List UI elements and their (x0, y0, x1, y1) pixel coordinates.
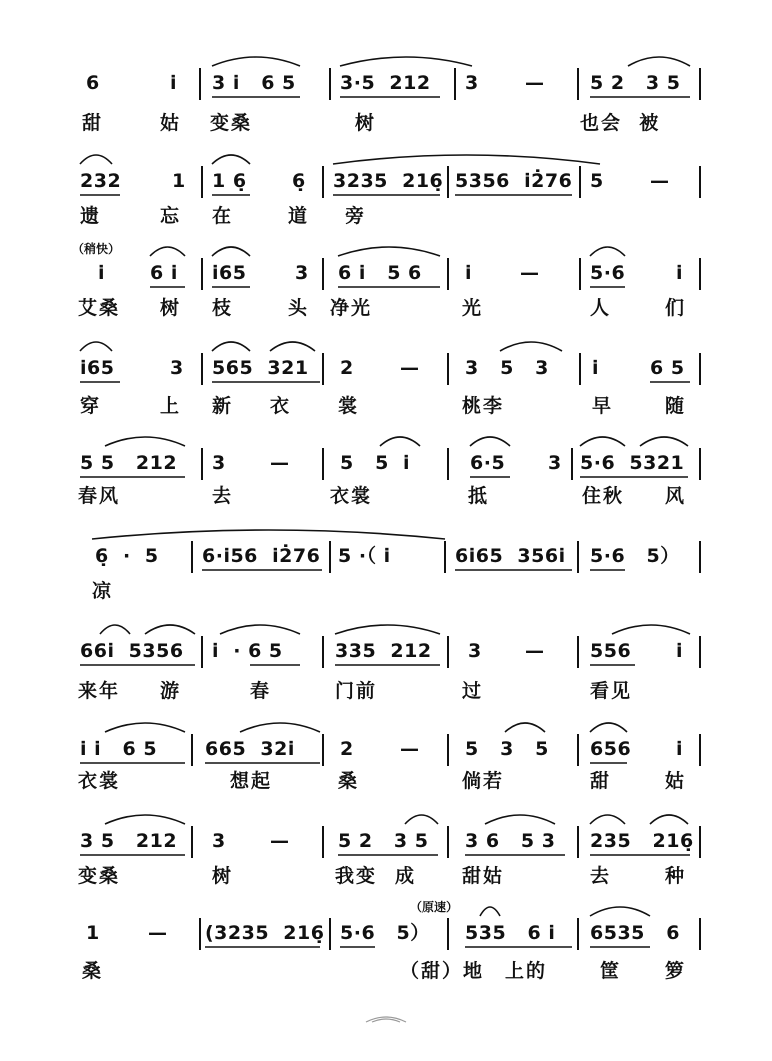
slur-mark (220, 625, 300, 634)
jianpu-notes: 335 212 (335, 640, 432, 662)
lyric-text: 衣裳 (78, 770, 121, 792)
jianpu-notes: 3 (465, 72, 479, 94)
jianpu-notes: 3 (468, 640, 482, 662)
jianpu-notes: — (650, 170, 670, 192)
page-ornament-icon (366, 1017, 406, 1022)
slur-mark (470, 437, 510, 446)
slur-mark (212, 155, 250, 164)
lyric-text: 门前 (335, 680, 378, 702)
lyric-text: 住秋 (582, 485, 625, 507)
tempo-marking: （原速） (410, 900, 459, 914)
jianpu-notes: 5·6 5） (590, 545, 680, 567)
jianpu-notes: 5 5 212 (80, 452, 178, 474)
jianpu-notes: i̇ i̇ 6 5 (80, 738, 158, 760)
slur-mark (105, 815, 185, 824)
jianpu-notes: 3 5 3 (465, 357, 549, 379)
lyric-text: 抵 (468, 485, 490, 507)
jianpu-notes: i̇ (676, 640, 684, 662)
jianpu-notes: 6·i̇56 i̇2̇76 (202, 545, 321, 567)
slur-mark (405, 815, 438, 824)
jianpu-notes: — (148, 922, 168, 944)
jianpu-notes: 3 (548, 452, 562, 474)
slur-mark (105, 437, 185, 446)
jianpu-notes: 3 (212, 452, 226, 474)
jianpu-notes: 6 (86, 72, 100, 94)
lyric-text: 甜 (82, 112, 104, 134)
lyric-text: 枝 (212, 297, 234, 319)
lyric-text: 在 (212, 205, 234, 227)
lyric-text: 们 (665, 297, 687, 319)
jianpu-notes: 535 6 i̇ (465, 922, 556, 944)
lyric-text: 穿 (80, 395, 102, 417)
jianpu-notes: 3·5 212 (340, 72, 431, 94)
jianpu-notes: 6535 6 (590, 922, 680, 944)
slur-mark (80, 342, 112, 351)
slur-mark (240, 723, 320, 732)
jianpu-notes: 5 5 i̇ (340, 452, 411, 474)
jianpu-notes: — (525, 72, 545, 94)
lyric-text: 成 (395, 865, 417, 887)
lyric-text: 上的 (505, 960, 548, 982)
lyric-text: 筐 (600, 960, 622, 982)
jianpu-notes: 6 5 (650, 357, 685, 379)
lyric-text: 树 (160, 297, 182, 319)
lyric-text: 看见 (590, 680, 633, 702)
slur-mark (590, 247, 625, 256)
jianpu-notes: 6̣ (292, 170, 306, 192)
jianpu-notes: i̇65 (212, 262, 247, 284)
slur-mark (92, 530, 445, 539)
slur-mark (145, 625, 195, 634)
slur-mark (270, 342, 315, 351)
jianpu-notes: i̇ (676, 262, 684, 284)
jianpu-notes: 3 (170, 357, 184, 379)
jianpu-notes: — (400, 738, 420, 760)
jianpu-notes: — (270, 830, 290, 852)
slur-mark (485, 815, 555, 824)
lyric-text: 变桑 (210, 112, 253, 134)
slur-mark (650, 815, 688, 824)
lyric-text: 来年 (78, 680, 121, 702)
lyric-text: 风 (665, 485, 687, 507)
jianpu-notes: i̇ (592, 357, 600, 379)
lyric-text: 也会 被 (580, 112, 661, 134)
jianpu-notes: 1 (172, 170, 186, 192)
jianpu-notes: i̇ (676, 738, 684, 760)
jianpu-notes: 3235 216̣ (333, 170, 444, 192)
slur-mark (335, 625, 440, 634)
slur-mark (105, 723, 185, 732)
jianpu-notes: 5356 i̇2̇76 (455, 170, 573, 192)
slur-mark (212, 57, 300, 66)
jianpu-notes: 665 32i̇ (205, 738, 295, 760)
slur-mark (380, 437, 420, 446)
slur-mark (505, 723, 545, 732)
jianpu-notes: 5 2 3 5 (590, 72, 681, 94)
lyric-text: 道 (288, 205, 310, 227)
slur-mark (590, 815, 625, 824)
lyric-text: 忘 (160, 205, 182, 227)
lyric-text: 人 (590, 297, 612, 319)
lyric-text: 想起 (230, 770, 273, 792)
jianpu-notes: — (270, 452, 290, 474)
lyric-text: 旁 (345, 205, 367, 227)
lyric-text: 光 (462, 297, 484, 319)
jianpu-notes: 6 i̇ (150, 262, 178, 284)
slur-mark (640, 437, 688, 446)
lyric-text: 净光 (330, 297, 373, 319)
slur-mark (500, 342, 562, 351)
jianpu-notes: 1 6̣ (212, 170, 247, 192)
lyric-text: 变桑 (78, 865, 121, 887)
jianpu-notes: (3235 216̣ (205, 922, 325, 944)
jianpu-notes: 5 ·（ i̇ (338, 545, 391, 567)
jianpu-notes: — (525, 640, 545, 662)
lyric-text: 裳 (338, 395, 360, 417)
jianpu-notes: 2 (340, 357, 354, 379)
jianpu-notes: 5 3 5 (465, 738, 549, 760)
slur-mark (580, 437, 625, 446)
slur-mark (628, 57, 690, 66)
lyric-text: 随 (665, 395, 687, 417)
jianpu-notes: 5·6 5） (340, 922, 430, 944)
lyric-text: 头 (288, 297, 310, 319)
tempo-marking: （稍快） (72, 242, 121, 256)
lyric-text: 去 (590, 865, 612, 887)
lyric-text: 种 (665, 865, 687, 887)
lyric-text: 春 (250, 680, 272, 702)
lyric-text: 姑 (160, 112, 182, 134)
lyric-text: 桑 (82, 960, 104, 982)
slur-mark (212, 247, 250, 256)
jianpu-notes: 3 5 212 (80, 830, 178, 852)
lyric-text: （甜）地 (400, 960, 485, 982)
lyric-text: 衣 (270, 395, 292, 417)
jianpu-notes: — (400, 357, 420, 379)
jianpu-notes: 6̣ · 5 (95, 545, 159, 567)
jianpu-notes: 66i̇ 5356 (80, 640, 184, 662)
slur-mark (340, 57, 472, 66)
lyric-text: 我变 (335, 865, 378, 887)
slur-mark (80, 155, 112, 164)
lyric-text: 游 (160, 680, 182, 702)
jianpu-notes: i̇ (170, 72, 178, 94)
jianpu-notes: i̇ (98, 262, 106, 284)
lyric-text: 春风 (78, 485, 121, 507)
jianpu-notes: 5·6 (590, 262, 626, 284)
jianpu-notes: 3 (295, 262, 309, 284)
jianpu-notes: 3 i̇ 6 5 (212, 72, 296, 94)
lyric-text: 树 (355, 112, 377, 134)
lyric-text: 去 (212, 485, 234, 507)
jianpu-notes: 1 (86, 922, 100, 944)
jianpu-notes: i̇ · 6 5 (212, 640, 283, 662)
jianpu-notes: 235 216̣ (590, 830, 694, 852)
jianpu-notes: 5·6 5321 (580, 452, 685, 474)
slur-mark (338, 247, 440, 256)
jianpu-notes: 2 (340, 738, 354, 760)
lyric-text: 凉 (92, 580, 114, 602)
slur-mark (590, 723, 627, 732)
jianpu-notes: 565 321 (212, 357, 309, 379)
slur-mark (150, 247, 185, 256)
slur-mark (480, 907, 500, 916)
lyric-text: 上 (160, 395, 182, 417)
jianpu-notes: 656 (590, 738, 632, 760)
lyric-text: 艾桑 (78, 297, 121, 319)
lyric-text: 桃李 (462, 395, 505, 417)
jianpu-notes: 556 (590, 640, 632, 662)
slur-mark (612, 625, 690, 634)
jianpu-notes: — (520, 262, 540, 284)
slur-mark (333, 155, 600, 164)
lyric-text: 衣裳 (330, 485, 373, 507)
jianpu-notes: 232 (80, 170, 122, 192)
slur-mark (590, 907, 650, 916)
lyric-text: 姑 (665, 770, 687, 792)
jianpu-notes: i̇65 (80, 357, 115, 379)
lyric-text: 树 (212, 865, 234, 887)
lyric-text: 箩 (665, 960, 687, 982)
jianpu-notes: 3 (212, 830, 226, 852)
jianpu-notes: i̇ (465, 262, 473, 284)
lyric-text: 桑 (338, 770, 360, 792)
lyric-text: 甜姑 (462, 865, 505, 887)
jianpu-notes: 6 i̇ 5 6 (338, 262, 422, 284)
slur-mark (212, 342, 250, 351)
jianpu-notes: 5 (590, 170, 604, 192)
lyric-text: 新 (212, 395, 234, 417)
jianpu-notes: 3 6 5 3 (465, 830, 556, 852)
jianpu-notes: 6i̇65 356i̇ (455, 545, 566, 567)
lyric-text: 甜 (590, 770, 612, 792)
jianpu-notes: 5 2 3 5 (338, 830, 429, 852)
lyric-text: 遗 (80, 205, 102, 227)
lyric-text: 过 (462, 680, 484, 702)
lyric-text: 倘若 (462, 770, 505, 792)
lyric-text: 早 (592, 395, 614, 417)
slur-mark (100, 625, 130, 634)
jianpu-notes: 6·5 (470, 452, 506, 474)
